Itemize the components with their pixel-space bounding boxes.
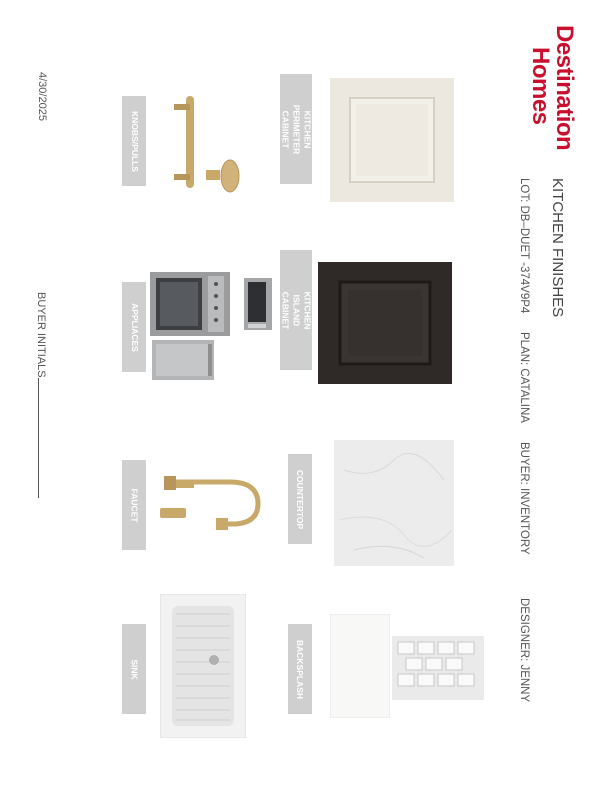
tag-island-cabinet xyxy=(280,250,312,370)
dishwasher-image xyxy=(152,340,214,380)
brand-logo xyxy=(520,25,580,151)
tag-backsplash-text: BACKSPLASH xyxy=(295,639,306,699)
knob-image xyxy=(206,158,240,194)
tag-faucet xyxy=(122,460,146,550)
tag-sink xyxy=(122,624,146,714)
buyer-info: BUYER: INVENTORY xyxy=(518,442,530,555)
pull-handle-image xyxy=(172,92,208,192)
tag-backsplash xyxy=(288,624,312,714)
brand-line-2: Homes xyxy=(527,47,554,125)
range-image xyxy=(150,272,230,336)
faucet-image xyxy=(156,464,266,536)
backsplash-slab-swatch xyxy=(330,614,390,718)
backsplash-tile-swatch xyxy=(392,636,484,700)
page-title: KITCHEN FINISHES xyxy=(549,178,566,318)
countertop-swatch xyxy=(334,440,454,566)
tag-faucet-text: FAUCET xyxy=(129,488,140,522)
plan-info: PLAN: CATALINA xyxy=(518,332,530,423)
sink-image xyxy=(160,594,246,738)
tag-sink-text: SINK xyxy=(129,658,140,680)
buyer-initials-field[interactable] xyxy=(35,292,48,498)
buyer-initials-label: BUYER INITIALS xyxy=(35,292,47,378)
tag-countertop-text: COUNTERTOP xyxy=(295,469,306,529)
tag-appliances xyxy=(122,282,146,372)
tag-countertop xyxy=(288,454,312,544)
perimeter-cabinet-swatch xyxy=(330,78,454,202)
document-date: 4/30/2025 xyxy=(36,72,48,121)
initials-line xyxy=(38,378,48,498)
designer-info: DESIGNER: JENNY xyxy=(518,598,530,703)
tag-appliances-text: APPLIACES xyxy=(129,302,140,352)
tag-perimeter-cabinet-text: KITCHEN PERIMETER CABINET xyxy=(280,104,313,154)
tag-perimeter-cabinet xyxy=(280,74,312,184)
tag-island-cabinet-text: KITCHEN ISLAND CABINET xyxy=(280,291,313,329)
tag-knobs-pulls xyxy=(122,96,146,186)
brand-line-1: Destination xyxy=(551,25,578,151)
lot-info: LOT: DB–DUET -374V9P4 xyxy=(518,178,530,314)
tag-knobs-pulls-text: KNOBS/PULLS xyxy=(129,110,140,172)
microwave-image xyxy=(244,278,272,330)
island-cabinet-swatch xyxy=(318,262,452,384)
